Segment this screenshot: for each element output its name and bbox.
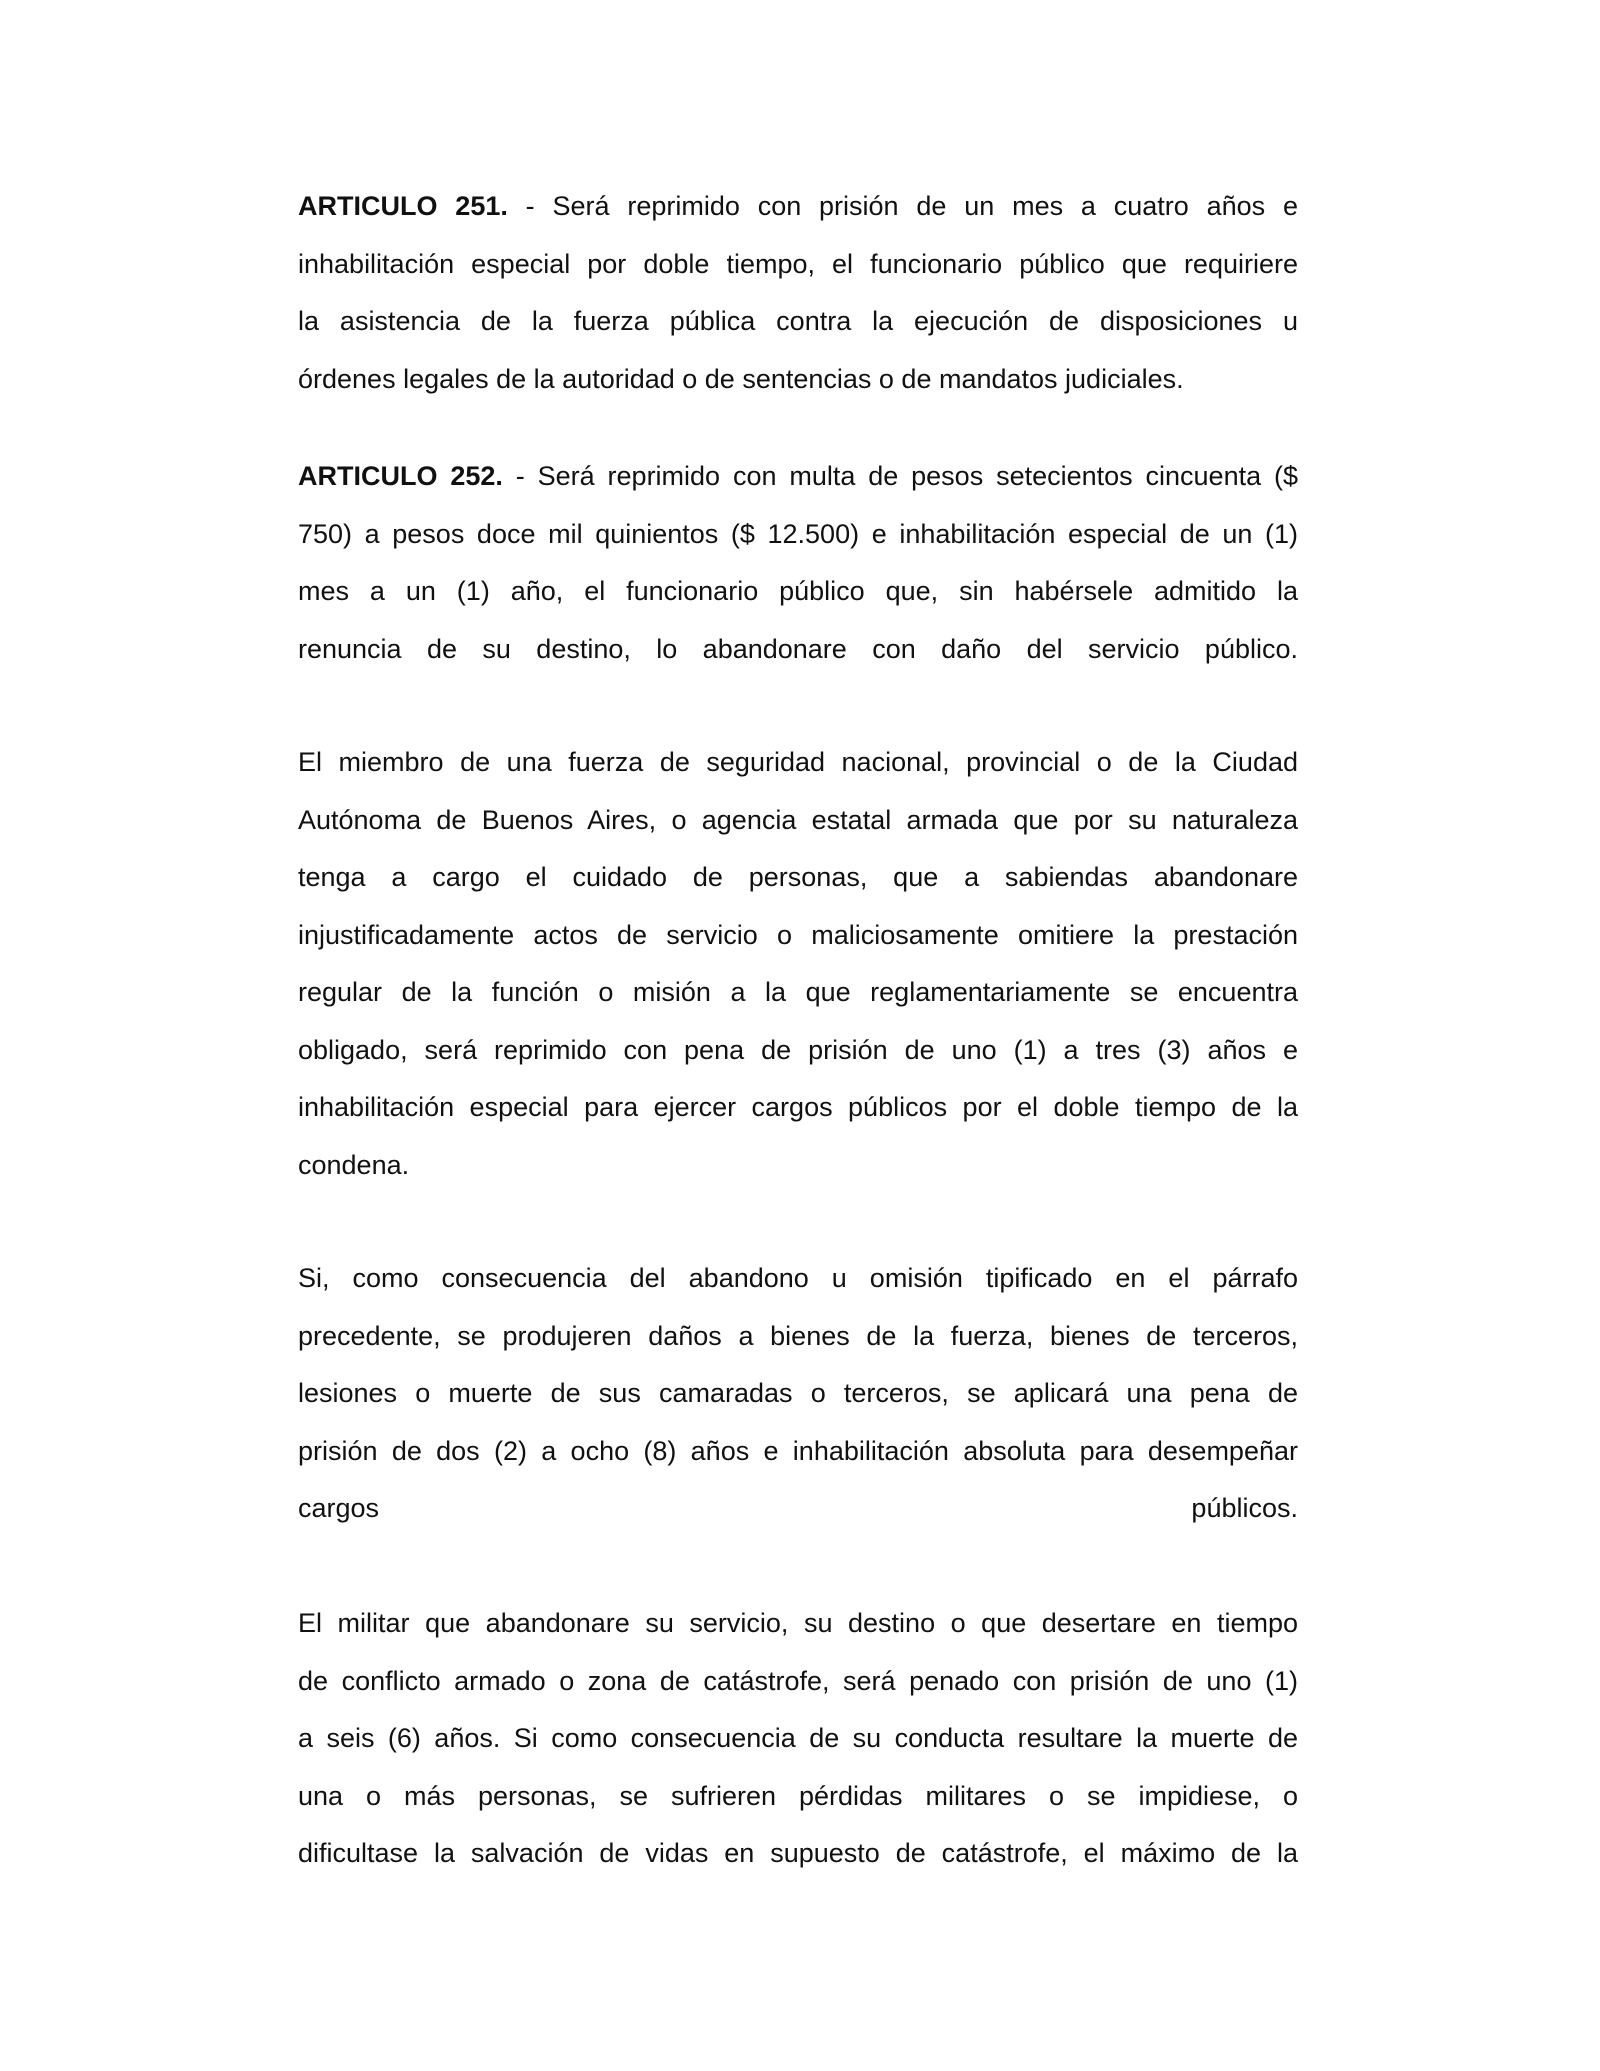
text-line: ARTICULO 251. - Será reprimido con prisión de un mes a cuatro años e (298, 191, 1298, 221)
text-line: precedente, se produjeren daños a bienes de la fuerza, bienes de terceros, (298, 1320, 1298, 1351)
article-heading: ARTICULO 251. (298, 191, 508, 221)
text-line: renuncia de su destino, lo abandonare con daño del servicio público. (298, 633, 1298, 664)
article-252 (298, 448, 1298, 678)
text-line: mes a un (1) año, el funcionario público que, sin habérsele admitido la (298, 576, 1298, 606)
article-251 (298, 178, 1298, 408)
text-line: a seis (6) años. Si como consecuencia de su conducta resultare la muerte de (298, 1723, 1298, 1753)
text-line: regular de la función o misión a la que reglamentariamente se encuentra (298, 977, 1298, 1007)
paragraph-consequences (298, 1250, 1298, 1538)
text-line: cargos públicos. (298, 1493, 1298, 1523)
text-line: la asistencia de la fuerza pública contra la ejecución de disposiciones u (298, 306, 1298, 336)
text-line: 750) a pesos doce mil quinientos ($ 12.500) e inhabilitación especial de un (1) (298, 518, 1298, 549)
text-line: órdenes legales de la autoridad o de sentencias o de mandatos judiciales. (298, 363, 1184, 394)
text-line: inhabilitación especial por doble tiempo, el funcionario público que requiriere (298, 248, 1298, 279)
text-line: El miembro de una fuerza de seguridad nacional, provincial o de la Ciudad (298, 747, 1298, 777)
text-line: prisión de dos (2) a ocho (8) años e inhabilitación absoluta para desempeñar (298, 1435, 1298, 1466)
article-heading: ARTICULO 252. (298, 461, 503, 491)
text-line: injustificadamente actos de servicio o maliciosamente omitiere la prestación (298, 919, 1298, 950)
text-line: inhabilitación especial para ejercer cargos públicos por el doble tiempo de la (298, 1092, 1298, 1122)
text-line: ARTICULO 252. - Será reprimido con multa de pesos setecientos cincuenta ($ (298, 461, 1298, 491)
text-line: Autónoma de Buenos Aires, o agencia estatal armada que por su naturaleza (298, 804, 1298, 835)
paragraph-security-force (298, 734, 1298, 1194)
text-line: tenga a cargo el cuidado de personas, que a sabiendas abandonare (298, 862, 1298, 892)
text-line: El militar que abandonare su servicio, su destino o que desertare en tiempo (298, 1608, 1298, 1638)
text-line: obligado, será reprimido con pena de prisión de uno (1) a tres (3) años e (298, 1034, 1298, 1065)
paragraph-military (298, 1595, 1298, 1883)
text-line: dificultase la salvación de vidas en supuesto de catástrofe, el máximo de la (298, 1838, 1298, 1868)
text-line: condena. (298, 1149, 410, 1180)
text-line: una o más personas, se sufrieren pérdidas militares o se impidiese, o (298, 1780, 1298, 1811)
text-line: Si, como consecuencia del abandono u omisión tipificado en el párrafo (298, 1263, 1298, 1293)
text-line: lesiones o muerte de sus camaradas o terceros, se aplicará una pena de (298, 1378, 1298, 1408)
text-line: de conflicto armado o zona de catástrofe, será penado con prisión de uno (1) (298, 1665, 1298, 1696)
